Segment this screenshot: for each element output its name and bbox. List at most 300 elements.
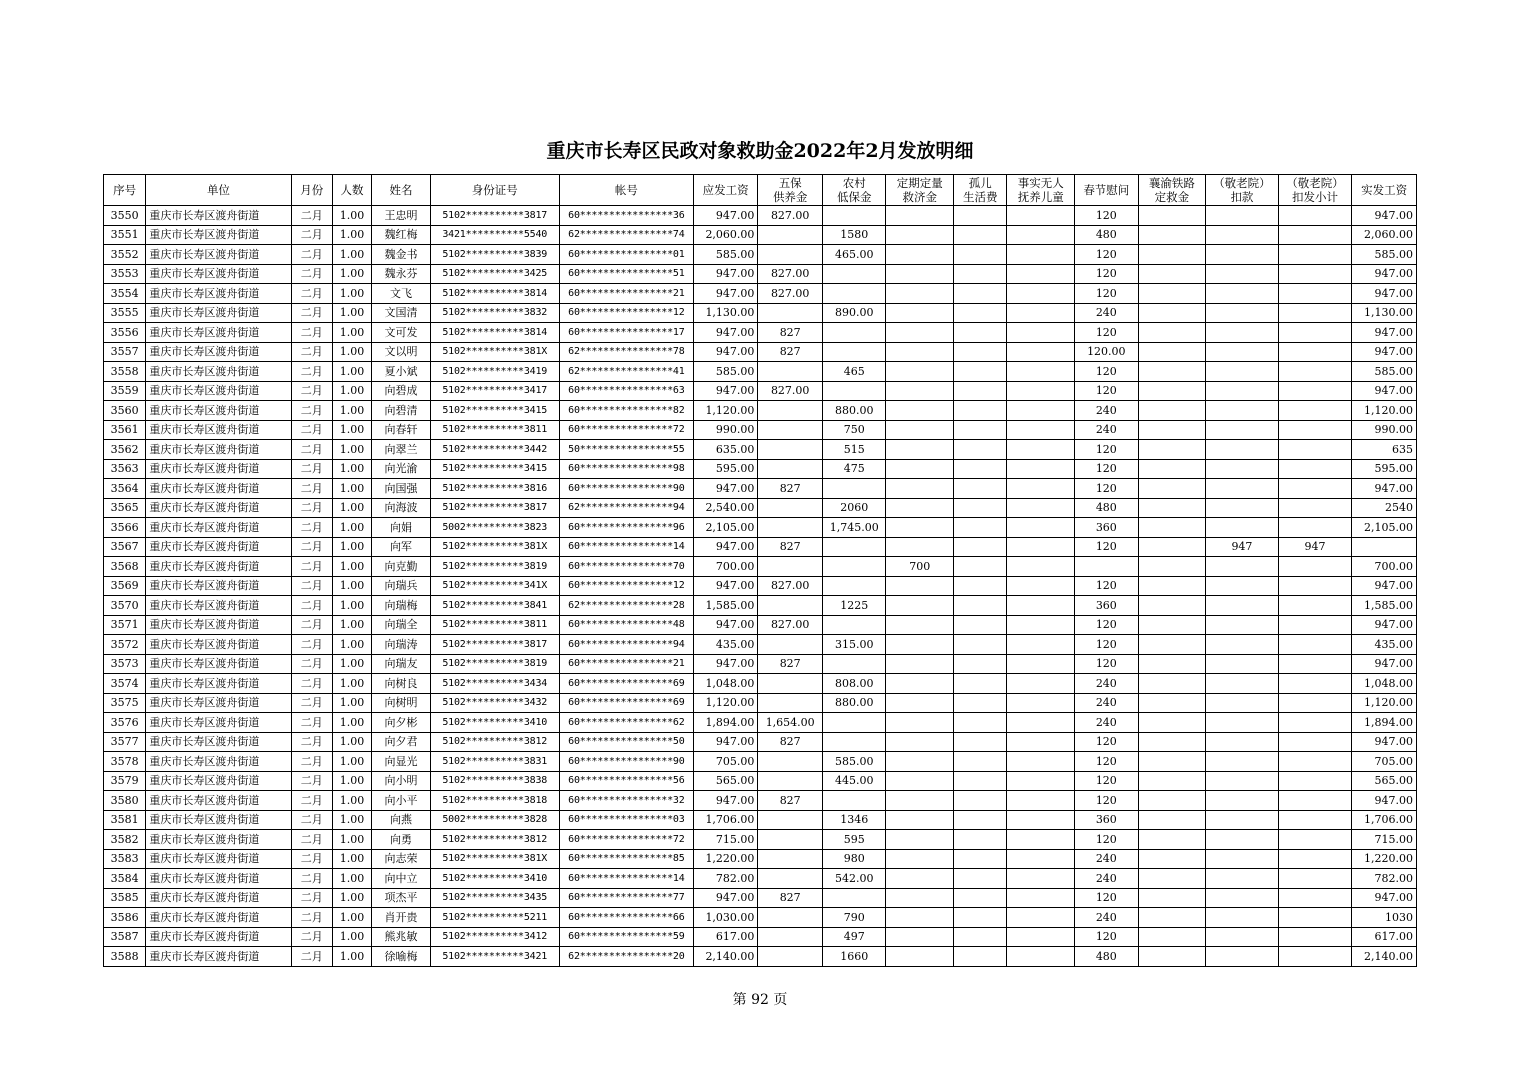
- table-cell: 3584: [104, 869, 146, 889]
- table-cell: 585.00: [822, 752, 886, 772]
- table-row: [104, 498, 1417, 518]
- table-cell: [1007, 713, 1075, 733]
- table-cell: [1007, 849, 1075, 869]
- table-cell: [954, 420, 1007, 440]
- table-cell: [822, 264, 886, 284]
- table-cell: 585.00: [1352, 362, 1417, 382]
- table-cell: 60****************01: [559, 245, 693, 265]
- table-cell: 827: [758, 323, 823, 343]
- table-cell: 向娟: [372, 518, 430, 538]
- table-row: [104, 479, 1417, 499]
- table-cell: [1007, 557, 1075, 577]
- table-cell: 3555: [104, 303, 146, 323]
- table-cell: [954, 615, 1007, 635]
- table-cell: [886, 401, 954, 421]
- table-cell: 向碧成: [372, 381, 430, 401]
- table-cell: 二月: [291, 791, 332, 811]
- table-row: [104, 791, 1417, 811]
- table-cell: 5002**********3823: [430, 518, 559, 538]
- table-cell: 990.00: [693, 420, 758, 440]
- table-cell: [1007, 225, 1075, 245]
- table-row: [104, 576, 1417, 596]
- table-cell: 705.00: [1352, 752, 1417, 772]
- table-cell: [1138, 303, 1206, 323]
- table-cell: 3563: [104, 459, 146, 479]
- table-cell: 60****************21: [559, 284, 693, 304]
- table-cell: [1007, 323, 1075, 343]
- table-cell: [1278, 869, 1352, 889]
- table-cell: [954, 830, 1007, 850]
- table-cell: 315.00: [822, 635, 886, 655]
- table-cell: [954, 576, 1007, 596]
- table-cell: 595.00: [1352, 459, 1417, 479]
- table-cell: 向勇: [372, 830, 430, 850]
- table-cell: 二月: [291, 654, 332, 674]
- table-cell: 1225: [822, 596, 886, 616]
- table-cell: [886, 791, 954, 811]
- table-cell: 827.00: [758, 615, 823, 635]
- table-cell: 向树良: [372, 674, 430, 694]
- table-row: [104, 440, 1417, 460]
- table-cell: [1278, 888, 1352, 908]
- table-cell: 1,048.00: [693, 674, 758, 694]
- table-cell: 二月: [291, 479, 332, 499]
- table-cell: 重庆市长寿区渡舟街道: [146, 615, 291, 635]
- table-row: [104, 284, 1417, 304]
- table-cell: 向夕君: [372, 732, 430, 752]
- table-cell: 62****************74: [559, 225, 693, 245]
- table-cell: 5102**********3817: [430, 635, 559, 655]
- table-cell: 360: [1075, 810, 1139, 830]
- table-cell: [1206, 791, 1279, 811]
- table-cell: 5102**********341X: [430, 576, 559, 596]
- column-header: 帐号: [559, 175, 693, 206]
- table-cell: 重庆市长寿区渡舟街道: [146, 752, 291, 772]
- table-row: [104, 635, 1417, 655]
- table-cell: 947.00: [1352, 206, 1417, 226]
- table-cell: [1138, 771, 1206, 791]
- table-cell: [1007, 654, 1075, 674]
- column-header: 定期定量 救济金: [886, 175, 954, 206]
- table-cell: 重庆市长寿区渡舟街道: [146, 303, 291, 323]
- table-cell: 947.00: [1352, 284, 1417, 304]
- table-cell: 向树明: [372, 693, 430, 713]
- table-cell: 240: [1075, 849, 1139, 869]
- table-cell: [1206, 830, 1279, 850]
- table-cell: [758, 810, 823, 830]
- table-cell: 二月: [291, 849, 332, 869]
- table-cell: 3579: [104, 771, 146, 791]
- table-cell: [1007, 440, 1075, 460]
- table-cell: [822, 479, 886, 499]
- table-row: [104, 927, 1417, 947]
- table-cell: [1352, 537, 1417, 557]
- table-cell: 5102**********3811: [430, 615, 559, 635]
- table-cell: 1580: [822, 225, 886, 245]
- table-cell: 60****************66: [559, 908, 693, 928]
- table-cell: 1.00: [332, 674, 371, 694]
- table-row: [104, 459, 1417, 479]
- table-cell: [1278, 440, 1352, 460]
- table-cell: 5102**********3415: [430, 459, 559, 479]
- table-cell: [1138, 576, 1206, 596]
- table-cell: 827.00: [758, 284, 823, 304]
- table-cell: 二月: [291, 927, 332, 947]
- table-cell: 1.00: [332, 947, 371, 967]
- table-cell: [1007, 401, 1075, 421]
- table-cell: 5102**********3817: [430, 206, 559, 226]
- table-cell: 1,585.00: [693, 596, 758, 616]
- table-cell: 3569: [104, 576, 146, 596]
- table-cell: 947.00: [693, 888, 758, 908]
- table-cell: [1007, 420, 1075, 440]
- table-cell: 重庆市长寿区渡舟街道: [146, 908, 291, 928]
- table-cell: [1007, 362, 1075, 382]
- table-cell: 1660: [822, 947, 886, 967]
- table-cell: [886, 342, 954, 362]
- column-header: 五保 供养金: [758, 175, 823, 206]
- table-cell: 1.00: [332, 518, 371, 538]
- table-cell: 1,030.00: [693, 908, 758, 928]
- table-cell: 827: [758, 654, 823, 674]
- table-cell: [1007, 888, 1075, 908]
- table-cell: 240: [1075, 908, 1139, 928]
- table-cell: 二月: [291, 810, 332, 830]
- table-cell: 二月: [291, 830, 332, 850]
- table-cell: [1007, 245, 1075, 265]
- table-cell: [822, 615, 886, 635]
- table-cell: [1138, 888, 1206, 908]
- table-cell: 120: [1075, 459, 1139, 479]
- table-row: [104, 225, 1417, 245]
- table-cell: [1206, 264, 1279, 284]
- table-cell: 1,120.00: [693, 401, 758, 421]
- table-cell: [822, 323, 886, 343]
- table-cell: 重庆市长寿区渡舟街道: [146, 830, 291, 850]
- table-cell: [1007, 791, 1075, 811]
- table-cell: 5102**********3434: [430, 674, 559, 694]
- table-cell: 二月: [291, 888, 332, 908]
- table-cell: 947: [1206, 537, 1279, 557]
- table-cell: 重庆市长寿区渡舟街道: [146, 420, 291, 440]
- table-cell: [822, 206, 886, 226]
- table-cell: 肖开贵: [372, 908, 430, 928]
- table-cell: 二月: [291, 518, 332, 538]
- column-header: 序号: [104, 175, 146, 206]
- table-cell: 1.00: [332, 654, 371, 674]
- table-cell: 1,220.00: [1352, 849, 1417, 869]
- table-cell: 5102**********3432: [430, 693, 559, 713]
- table-cell: [1007, 342, 1075, 362]
- table-cell: 1.00: [332, 752, 371, 772]
- table-cell: 585.00: [693, 362, 758, 382]
- table-cell: 5102**********3811: [430, 420, 559, 440]
- table-cell: [1278, 498, 1352, 518]
- table-cell: 向小明: [372, 771, 430, 791]
- table-cell: 3587: [104, 927, 146, 947]
- table-cell: 熊兆敏: [372, 927, 430, 947]
- table-cell: [1007, 810, 1075, 830]
- table-cell: [1007, 284, 1075, 304]
- table-cell: [1278, 401, 1352, 421]
- table-cell: 60****************62: [559, 713, 693, 733]
- table-cell: 808.00: [822, 674, 886, 694]
- table-cell: 60****************77: [559, 888, 693, 908]
- table-cell: [1206, 869, 1279, 889]
- table-cell: [1138, 849, 1206, 869]
- table-cell: [1278, 323, 1352, 343]
- table-cell: [954, 245, 1007, 265]
- table-cell: 二月: [291, 947, 332, 967]
- column-header: （敬老院） 扣款: [1206, 175, 1279, 206]
- table-cell: 120: [1075, 635, 1139, 655]
- table-cell: 617.00: [1352, 927, 1417, 947]
- table-cell: 2,105.00: [693, 518, 758, 538]
- table-cell: 3565: [104, 498, 146, 518]
- table-cell: [886, 713, 954, 733]
- table-cell: 魏红梅: [372, 225, 430, 245]
- table-cell: 二月: [291, 771, 332, 791]
- table-cell: 3570: [104, 596, 146, 616]
- table-cell: 827: [758, 791, 823, 811]
- table-cell: 1.00: [332, 420, 371, 440]
- table-header-row: [104, 175, 1417, 206]
- table-cell: 1,585.00: [1352, 596, 1417, 616]
- table-cell: 向瑞全: [372, 615, 430, 635]
- table-cell: 3560: [104, 401, 146, 421]
- table-cell: 重庆市长寿区渡舟街道: [146, 927, 291, 947]
- table-cell: [886, 752, 954, 772]
- table-cell: [1007, 381, 1075, 401]
- table-cell: 1,130.00: [693, 303, 758, 323]
- table-cell: [1278, 947, 1352, 967]
- table-cell: [886, 830, 954, 850]
- table-cell: 5102**********3819: [430, 557, 559, 577]
- table-row: [104, 849, 1417, 869]
- column-header: 襄渝铁路 定救金: [1138, 175, 1206, 206]
- column-header: 农村 低保金: [822, 175, 886, 206]
- table-cell: [1206, 303, 1279, 323]
- table-cell: [1206, 284, 1279, 304]
- table-cell: 120: [1075, 284, 1139, 304]
- table-cell: 60****************12: [559, 303, 693, 323]
- table-cell: 3578: [104, 752, 146, 772]
- table-cell: 947.00: [1352, 576, 1417, 596]
- table-cell: [886, 615, 954, 635]
- table-cell: [954, 693, 1007, 713]
- table-row: [104, 206, 1417, 226]
- table-cell: [886, 537, 954, 557]
- column-header: 实发工资: [1352, 175, 1417, 206]
- table-cell: [954, 947, 1007, 967]
- table-cell: [1206, 810, 1279, 830]
- table-cell: [954, 381, 1007, 401]
- table-cell: [1278, 791, 1352, 811]
- table-cell: 5102**********3419: [430, 362, 559, 382]
- table-cell: 1.00: [332, 791, 371, 811]
- table-cell: [758, 927, 823, 947]
- table-cell: 60****************63: [559, 381, 693, 401]
- table-cell: 947.00: [693, 381, 758, 401]
- table-cell: 3577: [104, 732, 146, 752]
- table-cell: 二月: [291, 557, 332, 577]
- table-cell: [954, 713, 1007, 733]
- table-cell: 重庆市长寿区渡舟街道: [146, 947, 291, 967]
- table-cell: 585.00: [1352, 245, 1417, 265]
- table-cell: [886, 225, 954, 245]
- table-cell: 947.00: [1352, 264, 1417, 284]
- table-cell: 5102**********3817: [430, 498, 559, 518]
- table-cell: [886, 498, 954, 518]
- table-cell: [1007, 732, 1075, 752]
- table-cell: 3573: [104, 654, 146, 674]
- table-cell: [822, 576, 886, 596]
- table-cell: 827.00: [758, 206, 823, 226]
- table-cell: [954, 888, 1007, 908]
- table-cell: 1.00: [332, 635, 371, 655]
- table-cell: [1138, 206, 1206, 226]
- table-cell: 1030: [1352, 908, 1417, 928]
- page-number: 第 92 页: [732, 992, 788, 1008]
- table-cell: 二月: [291, 323, 332, 343]
- table-cell: [1206, 947, 1279, 967]
- table-cell: 435.00: [693, 635, 758, 655]
- table-cell: [886, 284, 954, 304]
- table-cell: [1278, 693, 1352, 713]
- column-header: 事实无人 抚养儿童: [1007, 175, 1075, 206]
- table-cell: 120: [1075, 791, 1139, 811]
- table-cell: 向燕: [372, 810, 430, 830]
- table-cell: [1206, 342, 1279, 362]
- table-cell: [954, 908, 1007, 928]
- table-cell: 1346: [822, 810, 886, 830]
- table-cell: 重庆市长寿区渡舟街道: [146, 440, 291, 460]
- table-cell: 120: [1075, 615, 1139, 635]
- table-cell: 5102**********3814: [430, 323, 559, 343]
- table-cell: 向碧清: [372, 401, 430, 421]
- table-cell: 二月: [291, 303, 332, 323]
- table-cell: 1.00: [332, 245, 371, 265]
- table-cell: 2540: [1352, 498, 1417, 518]
- table-cell: [1007, 479, 1075, 499]
- table-cell: 1.00: [332, 927, 371, 947]
- table-cell: [1206, 732, 1279, 752]
- table-cell: [1278, 264, 1352, 284]
- table-cell: [1075, 557, 1139, 577]
- table-cell: [822, 791, 886, 811]
- table-cell: [886, 381, 954, 401]
- table-cell: [954, 849, 1007, 869]
- table-cell: [1007, 771, 1075, 791]
- table-cell: [1138, 674, 1206, 694]
- table-cell: 重庆市长寿区渡舟街道: [146, 342, 291, 362]
- table-cell: 二月: [291, 245, 332, 265]
- table-cell: 1.00: [332, 537, 371, 557]
- table-cell: [1007, 303, 1075, 323]
- table-row: [104, 557, 1417, 577]
- table-cell: 60****************36: [559, 206, 693, 226]
- table-cell: [1278, 206, 1352, 226]
- table-row: [104, 810, 1417, 830]
- table-cell: [886, 927, 954, 947]
- table-cell: 重庆市长寿区渡舟街道: [146, 479, 291, 499]
- table-cell: [886, 206, 954, 226]
- table-cell: 120: [1075, 245, 1139, 265]
- table-cell: 5102**********3841: [430, 596, 559, 616]
- table-cell: [1206, 245, 1279, 265]
- table-cell: 2,140.00: [693, 947, 758, 967]
- table-cell: 向瑞涛: [372, 635, 430, 655]
- table-cell: [1278, 479, 1352, 499]
- table-cell: [1138, 908, 1206, 928]
- table-cell: 二月: [291, 362, 332, 382]
- table-cell: 2,140.00: [1352, 947, 1417, 967]
- table-row: [104, 264, 1417, 284]
- table-cell: 1.00: [332, 323, 371, 343]
- table-cell: 二月: [291, 264, 332, 284]
- payment-table: [103, 174, 1417, 967]
- table-cell: [954, 440, 1007, 460]
- table-cell: 3558: [104, 362, 146, 382]
- table-cell: 向小平: [372, 791, 430, 811]
- table-cell: [886, 420, 954, 440]
- table-cell: 435.00: [1352, 635, 1417, 655]
- column-header: 月份: [291, 175, 332, 206]
- table-row: [104, 245, 1417, 265]
- table-cell: 1,894.00: [1352, 713, 1417, 733]
- table-cell: [758, 557, 823, 577]
- table-cell: [886, 303, 954, 323]
- table-cell: 990.00: [1352, 420, 1417, 440]
- table-cell: 5102**********3816: [430, 479, 559, 499]
- column-header: 应发工资: [693, 175, 758, 206]
- table-cell: [1007, 908, 1075, 928]
- table-cell: 595.00: [693, 459, 758, 479]
- table-cell: 1.00: [332, 771, 371, 791]
- table-cell: [758, 518, 823, 538]
- table-row: [104, 323, 1417, 343]
- table-cell: 重庆市长寿区渡舟街道: [146, 362, 291, 382]
- table-cell: 240: [1075, 693, 1139, 713]
- table-cell: 重庆市长寿区渡舟街道: [146, 498, 291, 518]
- table-cell: [1138, 459, 1206, 479]
- table-cell: 二月: [291, 674, 332, 694]
- table-cell: [1138, 401, 1206, 421]
- table-row: [104, 693, 1417, 713]
- table-cell: 重庆市长寿区渡舟街道: [146, 732, 291, 752]
- table-cell: 497: [822, 927, 886, 947]
- table-cell: [1206, 206, 1279, 226]
- table-cell: [1007, 830, 1075, 850]
- table-cell: [886, 440, 954, 460]
- table-cell: 5102**********3812: [430, 732, 559, 752]
- table-cell: 60****************70: [559, 557, 693, 577]
- table-cell: 5102**********3814: [430, 284, 559, 304]
- table-cell: [954, 537, 1007, 557]
- table-cell: [1206, 225, 1279, 245]
- table-cell: 3568: [104, 557, 146, 577]
- table-cell: [954, 654, 1007, 674]
- table-cell: 120: [1075, 888, 1139, 908]
- table-cell: 120: [1075, 381, 1139, 401]
- table-cell: [758, 596, 823, 616]
- table-cell: 重庆市长寿区渡舟街道: [146, 459, 291, 479]
- table-cell: 750: [822, 420, 886, 440]
- table-cell: [1206, 674, 1279, 694]
- table-cell: [822, 537, 886, 557]
- table-cell: [1206, 323, 1279, 343]
- table-cell: [1138, 420, 1206, 440]
